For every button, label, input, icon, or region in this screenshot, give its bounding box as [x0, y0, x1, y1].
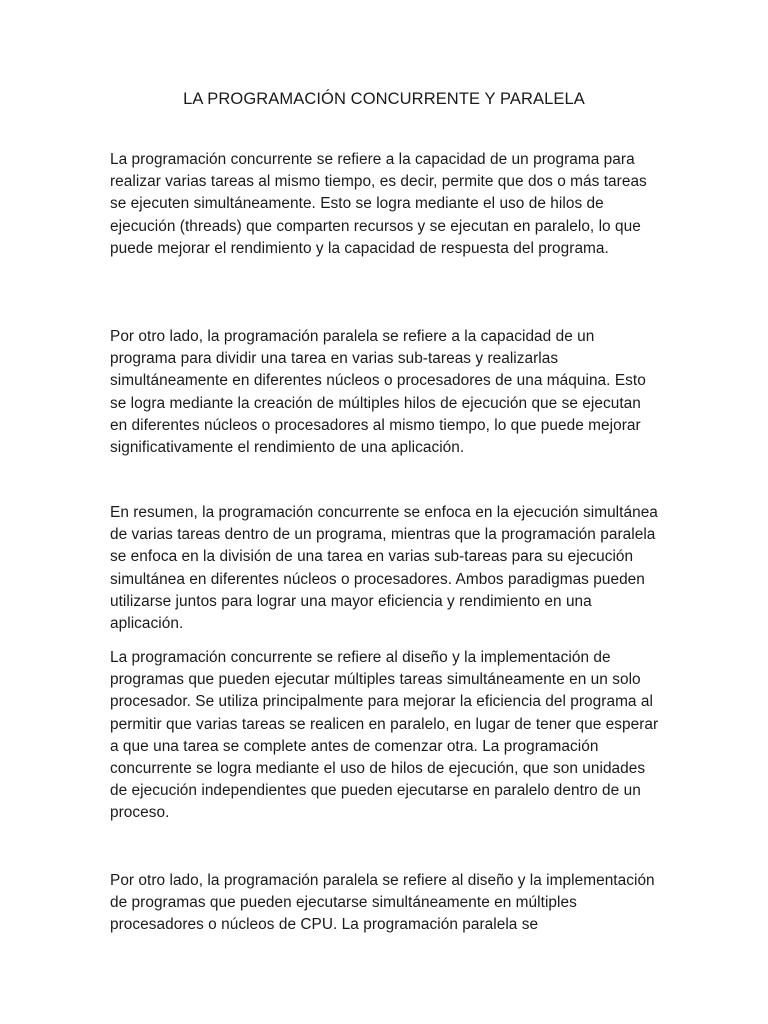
paragraph-concurrent-intro: La programación concurrente se refiere a la capacidad de un programa para realizar varias tareas al mismo tiempo, es decir, permite que dos o más tareas se ejecuten simultáneamente. Esto se logra mediante el uso de hilos de ejecución (threads) que comparten recursos y se ejecutan en paralelo, lo que puede mejorar el rendimiento y la capacidad de respuesta del programa. — [110, 151, 647, 257]
paragraph-parallel-intro: Por otro lado, la programación paralela se refiere a la capacidad de un programa para dividir una tarea en varias sub-tareas y realizarlas simultáneamente en diferentes núcleos o procesadores de una máquina. Esto se logra mediante la creación de múltiples hilos de ejecución que se ejecutan en diferentes núcleos o procesadores al mismo tiempo, lo que puede mejorar significativamente el rendimiento de una aplicación. — [110, 328, 646, 457]
paragraph-concurrent-detail: La programación concurrente se refiere al diseño y la implementación de programas que pueden ejecutar múltiples tareas simultáneamente en un solo procesador. Se utiliza principalmente para mejorar la eficiencia del programa al permitir que varias tareas se realicen en paralelo, en lugar de tener que esperar a que una tarea se complete antes de comenzar otra. La programación concurrente se logra mediante el uso de hilos de ejecución, que son unidades de ejecución independientes que pueden ejecutarse en paralelo dentro de un proceso. — [110, 649, 659, 822]
paragraph-summary: En resumen, la programación concurrente se enfoca en la ejecución simultánea de varias tareas dentro de un programa, mientras que la programación paralela se enfoca en la división de una tarea en varias sub-tareas para su ejecución simultánea en diferentes núcleos o procesadores. Ambos paradigmas pueden utilizarse juntos para lograr una mayor eficiencia y rendimiento en una aplicación. — [110, 504, 658, 633]
document-title: LA PROGRAMACIÓN CONCURRENTE Y PARALELA — [183, 90, 585, 108]
paragraph-parallel-detail: Por otro lado, la programación paralela se refiere al diseño y la implementación de programas que pueden ejecutarse simultáneamente en múltiples procesadores o núcleos de CPU. La programación paralela se — [110, 872, 655, 934]
